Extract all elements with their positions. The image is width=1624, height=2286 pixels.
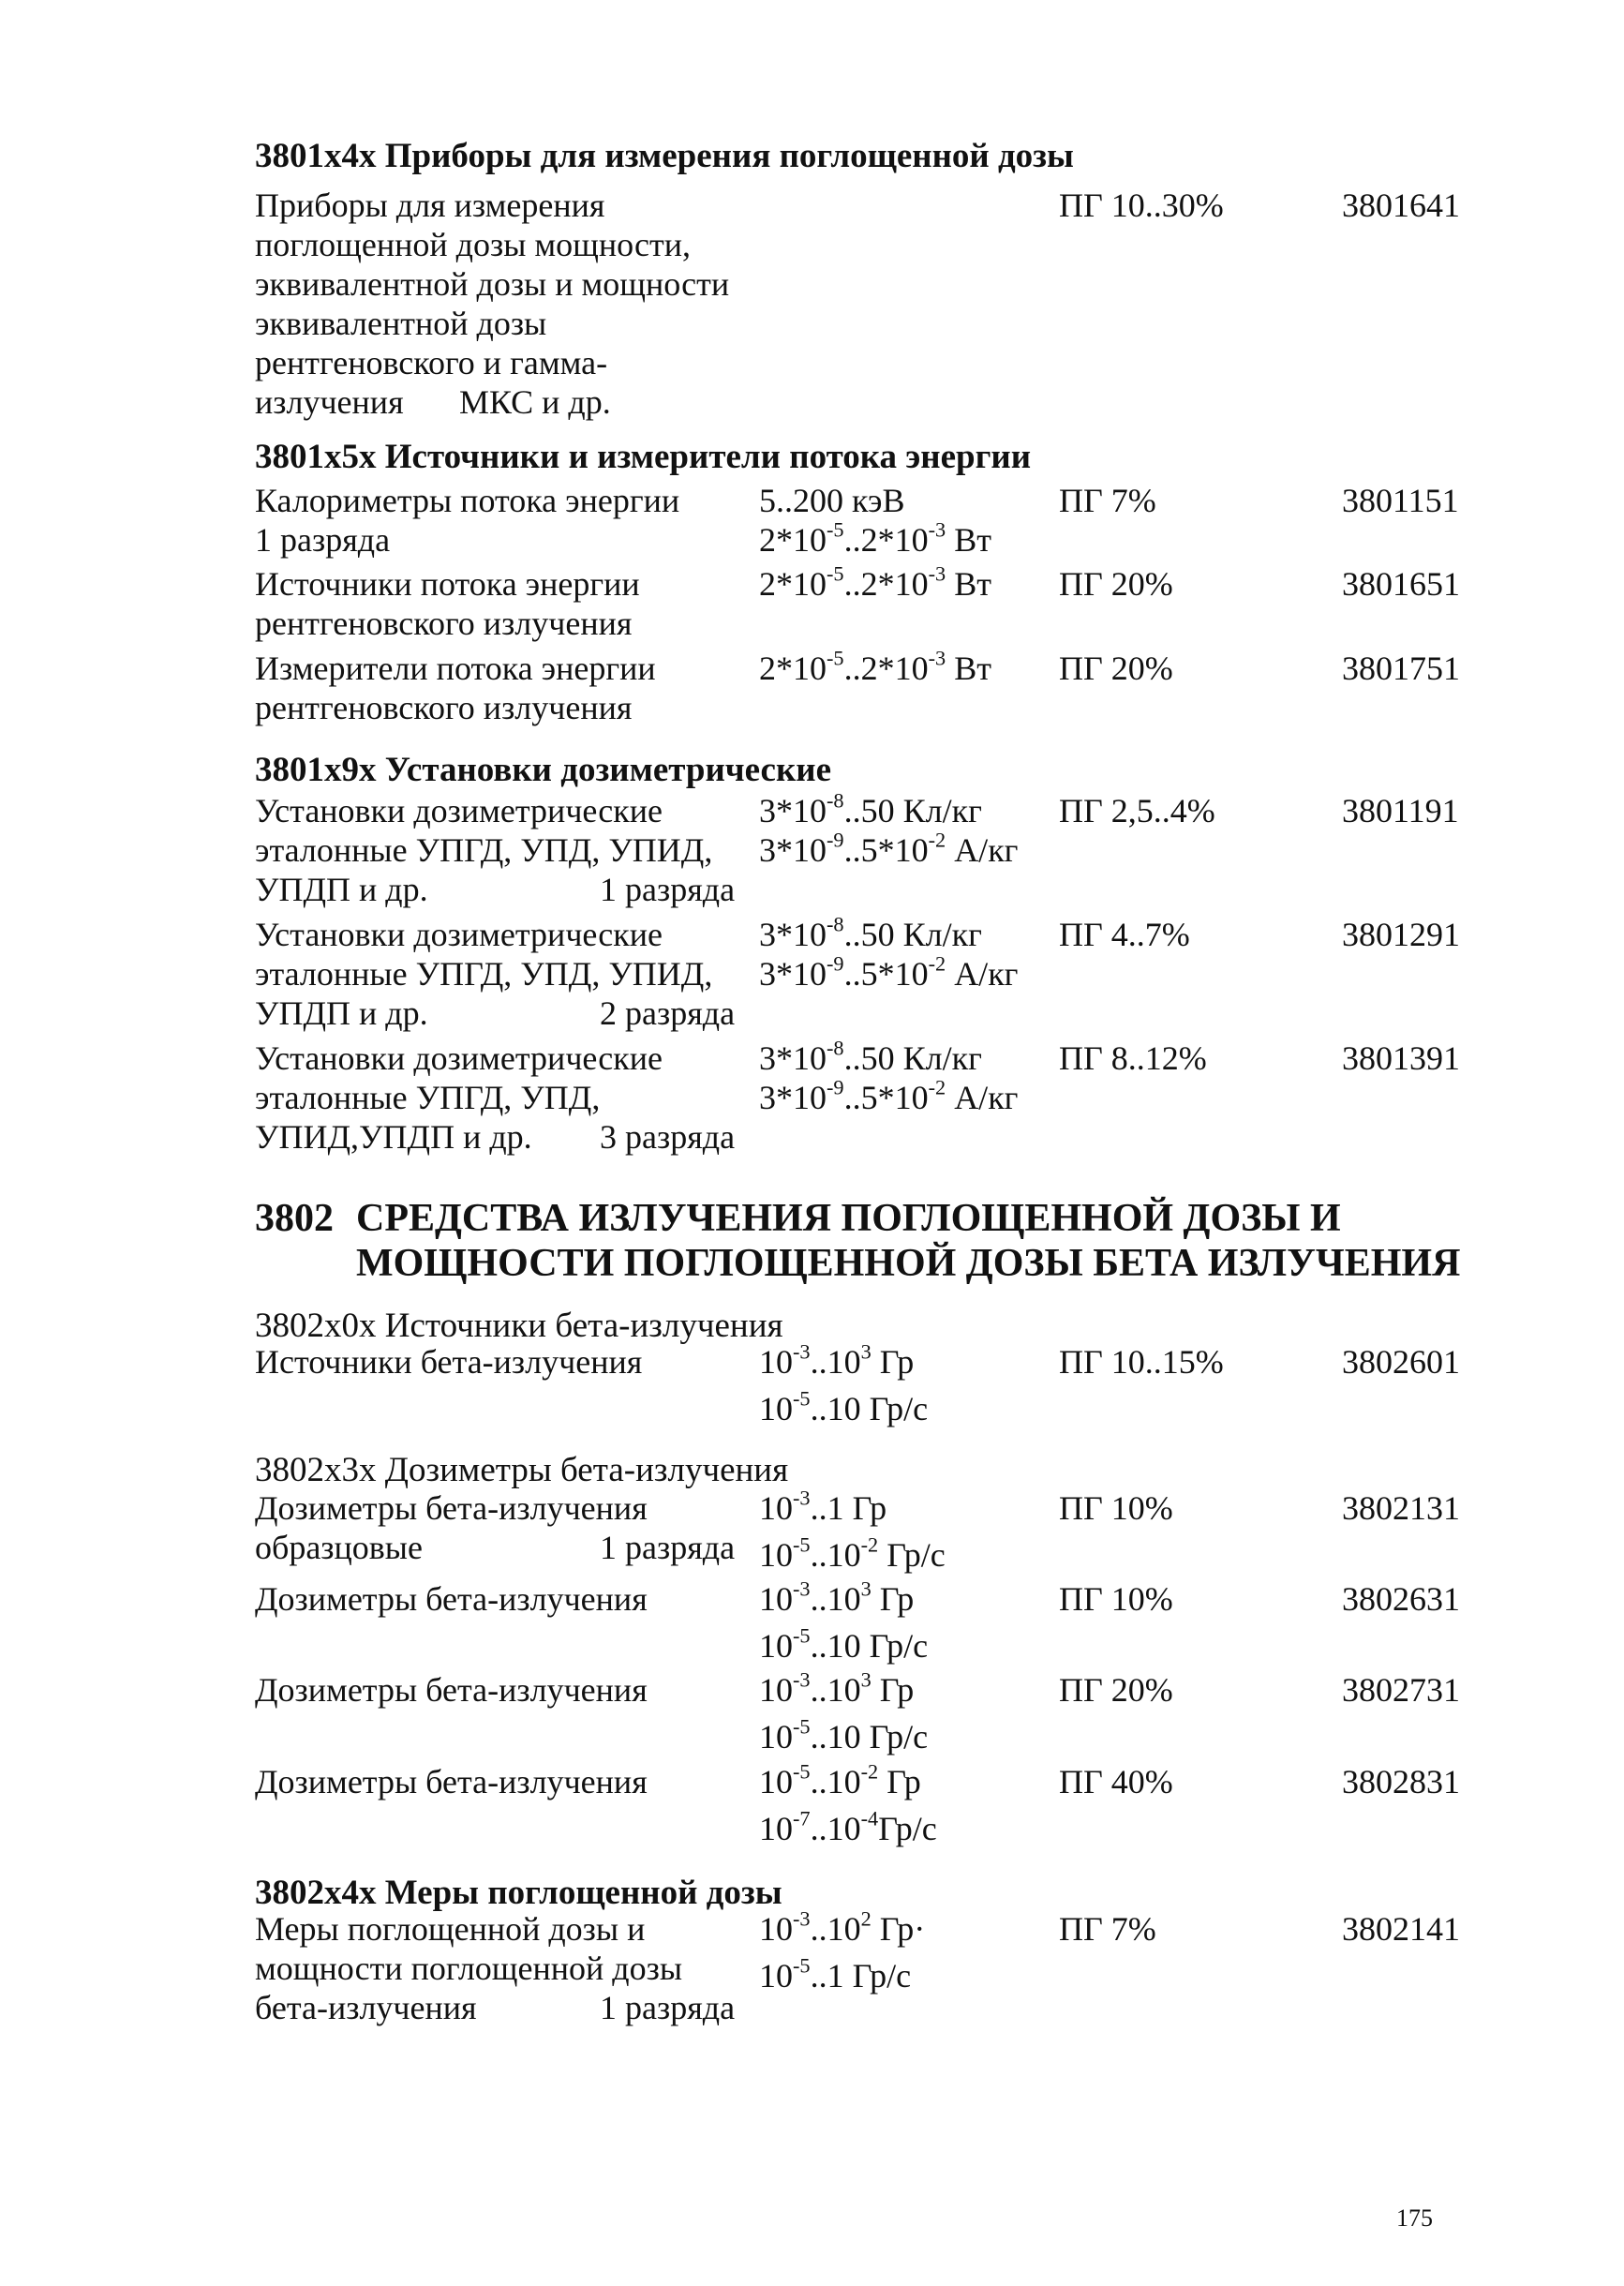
group-title: Дозиметры бета-излучения bbox=[384, 1451, 789, 1489]
measurement-range: $2*10^{-5}..2*10^{-3}$ Вт bbox=[759, 646, 991, 687]
measurement-range: $10^{-3}..10^3$ Гр bbox=[759, 1339, 915, 1381]
instrument-name-line: Дозиметры бета-излучения bbox=[255, 1489, 648, 1527]
group-code: 3802x3x bbox=[255, 1451, 377, 1489]
measurement-range: $10^{-3}..1$ Гр bbox=[759, 1486, 887, 1527]
instrument-code: 3802601 bbox=[1342, 1343, 1460, 1381]
instrument-name-line: Установки дозиметрические bbox=[255, 1039, 663, 1077]
instrument-code: 3802731 bbox=[1342, 1671, 1460, 1709]
accuracy-value: ПГ 20% bbox=[1059, 1671, 1173, 1709]
instrument-name-line: бета-излучения bbox=[255, 1989, 477, 2026]
instrument-name-line: эталонные УПГД, УПД, bbox=[255, 1079, 601, 1116]
measurement-range: 5..200 кэВ bbox=[759, 482, 905, 519]
group-title: Источники и измерители потока энергии bbox=[384, 438, 1032, 476]
measurement-range: $10^{-3}..10^3$ Гр bbox=[759, 1667, 915, 1709]
group-heading bbox=[255, 1873, 782, 1914]
group-heading bbox=[255, 750, 831, 791]
section-title-line-1: СРЕДСТВА ИЗЛУЧЕНИЯ ПОГЛОЩЕННОЙ ДОЗЫ И bbox=[356, 1197, 1341, 1240]
measurement-range: $10^{-5}..1$ Гр/с bbox=[759, 1953, 912, 1995]
accuracy-value: ПГ 10..30% bbox=[1059, 187, 1224, 224]
group-title: Установки дозиметрические bbox=[384, 751, 831, 789]
group-code: 3801x9x bbox=[255, 751, 377, 789]
group-title: Меры поглощенной дозы bbox=[384, 1874, 782, 1912]
grade-label: 3 разряда bbox=[600, 1118, 736, 1156]
measurement-range: $3*10^{-8}..50$ Кл/кг bbox=[759, 912, 982, 953]
group-code: 3802x0x bbox=[255, 1307, 377, 1345]
accuracy-value: ПГ 4..7% bbox=[1059, 916, 1190, 953]
accuracy-value: ПГ 10% bbox=[1059, 1580, 1173, 1618]
instrument-name-line: эталонные УПГД, УПД, УПИД, bbox=[255, 955, 713, 993]
grade-label: МКС и др. bbox=[459, 383, 611, 421]
instrument-name-line: Измерители потока энергии bbox=[255, 650, 656, 687]
accuracy-value: ПГ 10% bbox=[1059, 1489, 1173, 1527]
page-number: 175 bbox=[1396, 2204, 1433, 2232]
instrument-name-line: Источники бета-излучения bbox=[255, 1343, 643, 1381]
instrument-name-line: рентгеновского излучения bbox=[255, 605, 633, 642]
measurement-range: $10^{-5}..10$ Гр/с bbox=[759, 1714, 929, 1756]
group-code: 3801x5x bbox=[255, 438, 377, 476]
measurement-range: $3*10^{-9}..5*10^{-2}$ А/кг bbox=[759, 1075, 1019, 1116]
group-title: Приборы для измерения поглощенной дозы bbox=[384, 137, 1074, 175]
grade-label: 1 разряда bbox=[600, 1989, 736, 2026]
measurement-range: $3*10^{-8}..50$ Кл/кг bbox=[759, 788, 982, 829]
section-title-line-2: МОЩНОСТИ ПОГЛОЩЕННОЙ ДОЗЫ БЕТА ИЗЛУЧЕНИЯ bbox=[356, 1242, 1461, 1285]
instrument-name-line: Дозиметры бета-излучения bbox=[255, 1671, 648, 1709]
measurement-range: $10^{-5}..10^{-2}$ Гр bbox=[759, 1759, 921, 1800]
instrument-name-line: образцовые bbox=[255, 1529, 423, 1566]
instrument-name-line: Меры поглощенной дозы и bbox=[255, 1910, 646, 1948]
measurement-range: $10^{-3}..10^3$ Гр bbox=[759, 1576, 915, 1618]
instrument-name-line: Дозиметры бета-излучения bbox=[255, 1763, 648, 1800]
measurement-range: $10^{-7}..10^{-4}Гр/с$ bbox=[759, 1806, 937, 1847]
group-title: Источники бета-излучения bbox=[384, 1307, 783, 1345]
instrument-name-line: Установки дозиметрические bbox=[255, 916, 663, 953]
instrument-name-line: эквивалентной дозы bbox=[255, 305, 547, 342]
measurement-range: $10^{-3}..10^2$ Гр· bbox=[759, 1906, 926, 1948]
instrument-name-line: эквивалентной дозы и мощности bbox=[255, 265, 730, 303]
group-code: 3802x4x bbox=[255, 1874, 377, 1912]
accuracy-value: ПГ 40% bbox=[1059, 1763, 1173, 1800]
measurement-range: $3*10^{-9}..5*10^{-2}$ А/кг bbox=[759, 951, 1019, 993]
instrument-name-line: поглощенной дозы мощности, bbox=[255, 226, 692, 263]
instrument-name-line: УПДП и др. bbox=[255, 871, 428, 908]
section-number: 3802 bbox=[255, 1197, 334, 1240]
group-heading bbox=[255, 1450, 788, 1491]
instrument-name-line: мощности поглощенной дозы bbox=[255, 1950, 683, 1987]
instrument-name-line: Приборы для измерения bbox=[255, 187, 605, 224]
instrument-name-line: эталонные УПГД, УПД, УПИД, bbox=[255, 831, 713, 869]
measurement-range: $10^{-5}..10$ Гр/с bbox=[759, 1623, 929, 1665]
group-heading bbox=[255, 1306, 783, 1347]
accuracy-value: ПГ 8..12% bbox=[1059, 1039, 1207, 1077]
instrument-code: 3802131 bbox=[1342, 1489, 1460, 1527]
measurement-range: $3*10^{-9}..5*10^{-2}$ А/кг bbox=[759, 828, 1019, 869]
instrument-name-line: Установки дозиметрические bbox=[255, 792, 663, 829]
instrument-code: 3801391 bbox=[1342, 1039, 1460, 1077]
measurement-range: $10^{-5}..10$ Гр/с bbox=[759, 1386, 929, 1427]
instrument-code: 3801651 bbox=[1342, 565, 1460, 603]
accuracy-value: ПГ 10..15% bbox=[1059, 1343, 1224, 1381]
instrument-code: 3802141 bbox=[1342, 1910, 1460, 1948]
instrument-name-line: УПИД,УПДП и др. bbox=[255, 1118, 532, 1156]
instrument-name-line: Калориметры потока энергии bbox=[255, 482, 680, 519]
instrument-name-line: рентгеновского и гамма- bbox=[255, 344, 608, 381]
accuracy-value: ПГ 20% bbox=[1059, 565, 1173, 603]
grade-label: 1 разряда bbox=[600, 1529, 736, 1566]
group-heading bbox=[255, 437, 1031, 478]
instrument-name-line: рентгеновского излучения bbox=[255, 689, 633, 726]
measurement-range: $10^{-5}..10^{-2}$ Гр/с bbox=[759, 1532, 946, 1574]
group-code: 3801x4x bbox=[255, 137, 377, 175]
measurement-range: $2*10^{-5}..2*10^{-3}$ Вт bbox=[759, 517, 991, 559]
measurement-range: $3*10^{-8}..50$ Кл/кг bbox=[759, 1036, 982, 1077]
group-heading bbox=[255, 136, 1074, 177]
accuracy-value: ПГ 20% bbox=[1059, 650, 1173, 687]
instrument-name-line: Дозиметры бета-излучения bbox=[255, 1580, 648, 1618]
instrument-code: 3802831 bbox=[1342, 1763, 1460, 1800]
instrument-code: 3801191 bbox=[1342, 792, 1459, 829]
instrument-code: 3801291 bbox=[1342, 916, 1460, 953]
grade-label: 1 разряда bbox=[600, 871, 736, 908]
instrument-code: 3801641 bbox=[1342, 187, 1460, 224]
instrument-name-line: Источники потока энергии bbox=[255, 565, 640, 603]
measurement-range: $2*10^{-5}..2*10^{-3}$ Вт bbox=[759, 561, 991, 603]
accuracy-value: ПГ 7% bbox=[1059, 1910, 1156, 1948]
instrument-name-line: излучения bbox=[255, 383, 404, 421]
accuracy-value: ПГ 7% bbox=[1059, 482, 1156, 519]
instrument-name-line: 1 разряда bbox=[255, 521, 391, 559]
instrument-code: 3802631 bbox=[1342, 1580, 1460, 1618]
accuracy-value: ПГ 2,5..4% bbox=[1059, 792, 1215, 829]
instrument-name-line: УПДП и др. bbox=[255, 994, 428, 1032]
grade-label: 2 разряда bbox=[600, 994, 736, 1032]
instrument-code: 3801751 bbox=[1342, 650, 1460, 687]
instrument-code: 3801151 bbox=[1342, 482, 1459, 519]
